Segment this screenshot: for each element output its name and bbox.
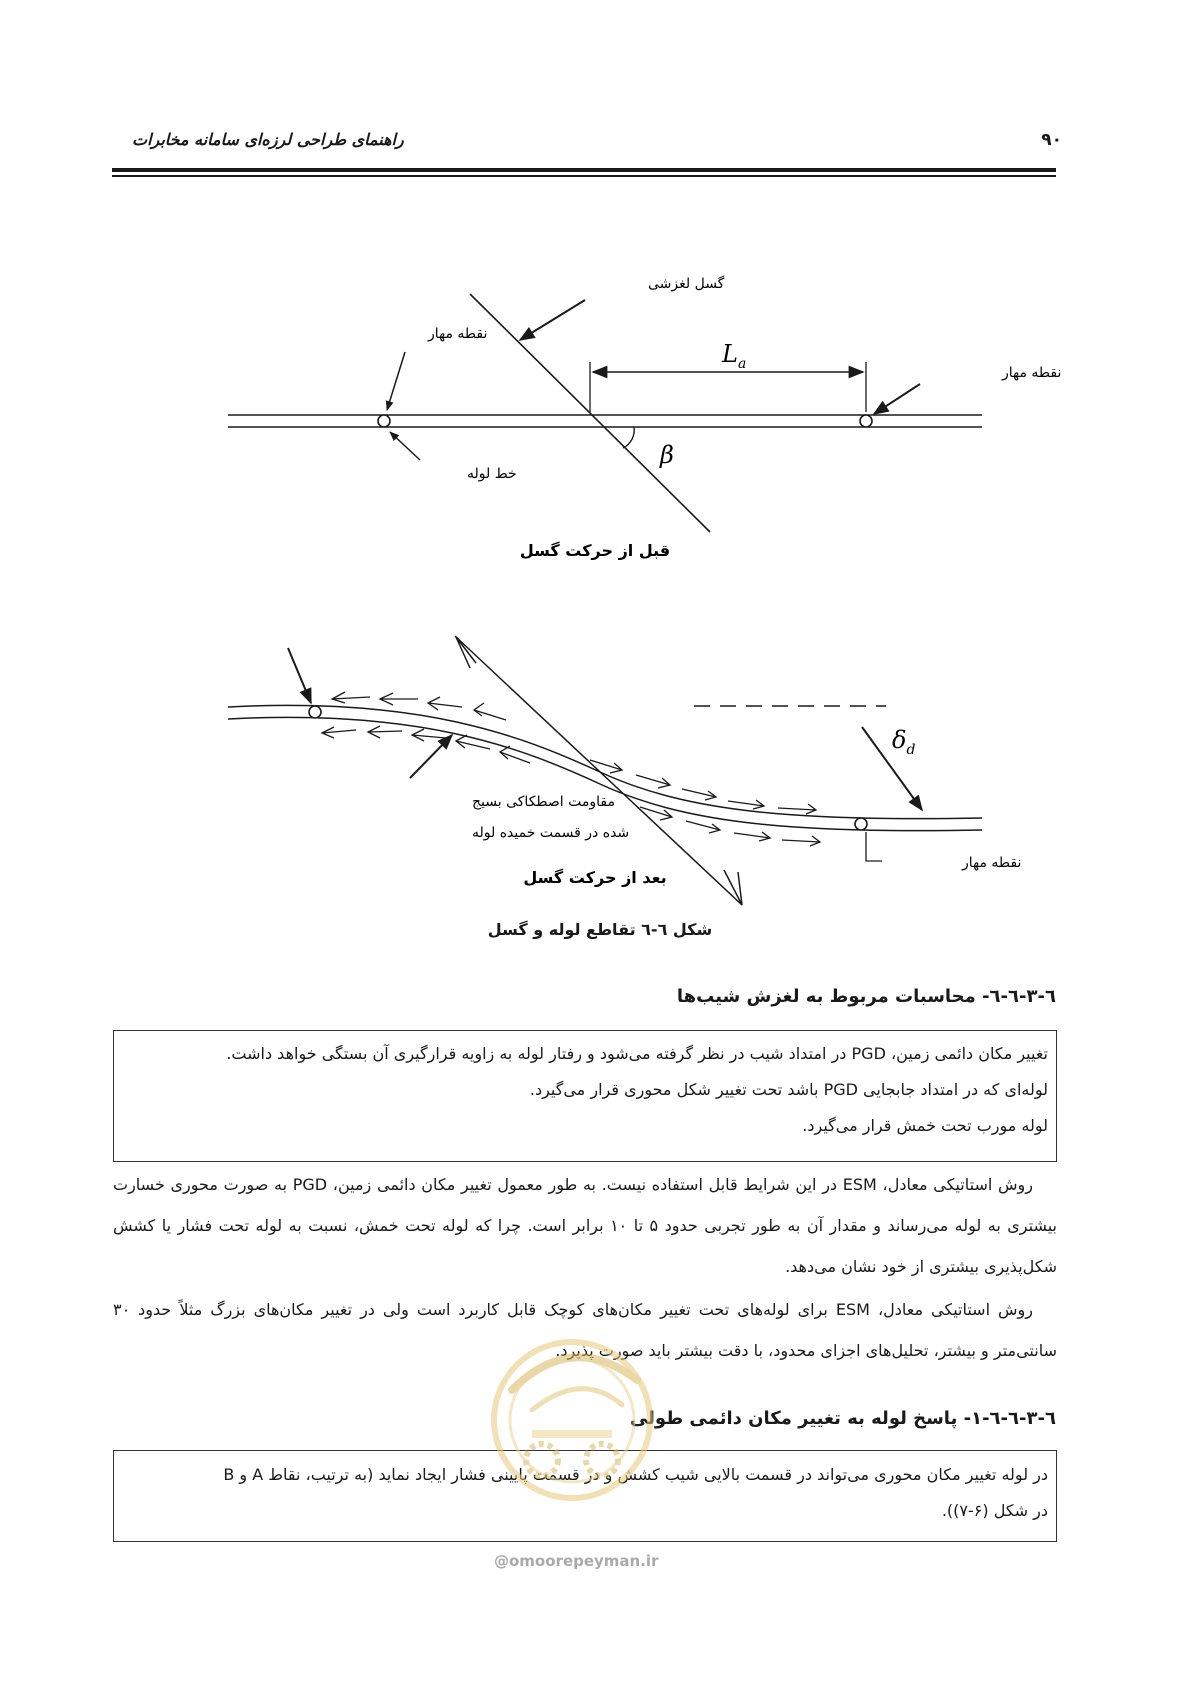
displacement-label: $\delta_d$	[892, 726, 916, 758]
box2-line-1: در لوله تغییر مکان محوری می‌تواند در قسمت بالایی شیب کشش و در قسمت پایینی فشار ایجاد نماید (به ترتیب، نقاط A و B	[223, 1465, 1048, 1484]
box1-line-1: تغییر مکان دائمی زمین، PGD در امتداد شیب در نظر گرفته می‌شود و رفتار لوله به زاویه قرارگیری آن بستگی خواهد داشت.	[226, 1044, 1048, 1063]
book-title: راهنمای طراحی لرزه‌ای سامانه مخابرات	[132, 130, 404, 149]
paragraph-1: روش استاتیکی معادل، ESM در این شرایط قابل استفاده نیست. به طور معمول تغییر مکان دائمی زمین، PGD به صورت محوری خسارت بیشتری به لوله می‌رساند و مقدار آن به طور تجربی حدود ۵ تا ۱۰ برابر است. چرا که لوله تحت خمش، نسبت به لوله تحت فشار یا کشش شکل‌پذیری بیشتری از خود نشان می‌دهد.	[113, 1175, 1058, 1276]
anchor-point-left	[378, 415, 390, 427]
anchor-after-leader	[866, 832, 882, 861]
box2-line-2: در شکل (۶-۷)).	[941, 1501, 1048, 1520]
figure-caption: شکل ٦-٦ تقاطع لوله و گسل	[487, 920, 713, 939]
box1-line-3: لوله مورب تحت خمش قرار می‌گیرد.	[802, 1116, 1048, 1135]
anchor-left-label: نقطه مهار	[428, 326, 488, 342]
anchor-after-left-arrow	[288, 648, 311, 703]
anchor-left-arrow	[387, 352, 405, 410]
friction-label-line1: مقاومت اصطکاکی بسیج	[472, 794, 615, 810]
anchor-after-label: نقطه مهار	[962, 855, 1022, 871]
caption-after: بعد از حرکت گسل	[523, 868, 667, 887]
anchor-right-arrow	[874, 384, 920, 414]
box1-line-2: لوله‌ای که در امتداد جابجایی PGD باشد تحت تغییر شکل محوری قرار می‌گیرد.	[529, 1080, 1048, 1099]
length-label: $L_a$	[722, 340, 747, 372]
paragraph-2: روش استاتیکی معادل، ESM برای لوله‌های تحت تغییر مکان‌های کوچک قابل کاربرد است ولی در تغییر مکان‌های بزرگ مثلاً حدود ۳۰ سانتی‌متر و بیشتر، تحلیل‌های اجزای محدود، با دقت بیشتر باید صورت پذیرد.	[113, 1300, 1057, 1360]
angle-arc	[623, 427, 634, 448]
section-heading: ٦-٣-٦-٦- محاسبات مربوط به لغزش شیب‌ها	[676, 986, 1056, 1007]
pipe-label-arrow	[390, 432, 420, 460]
angle-label: β	[660, 441, 674, 469]
watermark-url: @omoorepeyman.ir	[494, 1552, 659, 1570]
fault-label: گسل لغزشی	[648, 276, 725, 292]
anchor-point-after-left	[309, 706, 321, 718]
anchor-point-after-right	[855, 818, 867, 830]
subsection-heading: ٦-٣-٦-٦-١- پاسخ لوله به تغییر مکان دائمی طولی	[629, 1408, 1056, 1429]
diagram-before	[228, 275, 1061, 560]
fault-pointer-arrow	[520, 300, 585, 340]
diagram-after	[228, 636, 1021, 905]
friction-arrows-upper-right	[590, 760, 816, 814]
caption-before: قبل از حرکت گسل	[519, 541, 671, 560]
fault-line-after	[455, 636, 742, 905]
friction-label-line2: شده در قسمت خمیده لوله	[472, 825, 630, 841]
page-number: ۹۰	[1041, 130, 1062, 150]
watermark-at-icon: @	[494, 1552, 509, 1570]
pipe-label: خط لوله	[467, 466, 517, 482]
friction-pointer-arrow	[410, 735, 452, 778]
friction-arrows-upper	[332, 692, 506, 720]
summary-box-1	[113, 1030, 1057, 1162]
fault-arrow-down	[724, 870, 742, 905]
anchor-right-label: نقطه مهار	[1002, 365, 1062, 381]
anchor-point-right	[860, 415, 872, 427]
fault-line	[470, 294, 710, 532]
publisher-watermark-logo	[472, 1310, 672, 1560]
